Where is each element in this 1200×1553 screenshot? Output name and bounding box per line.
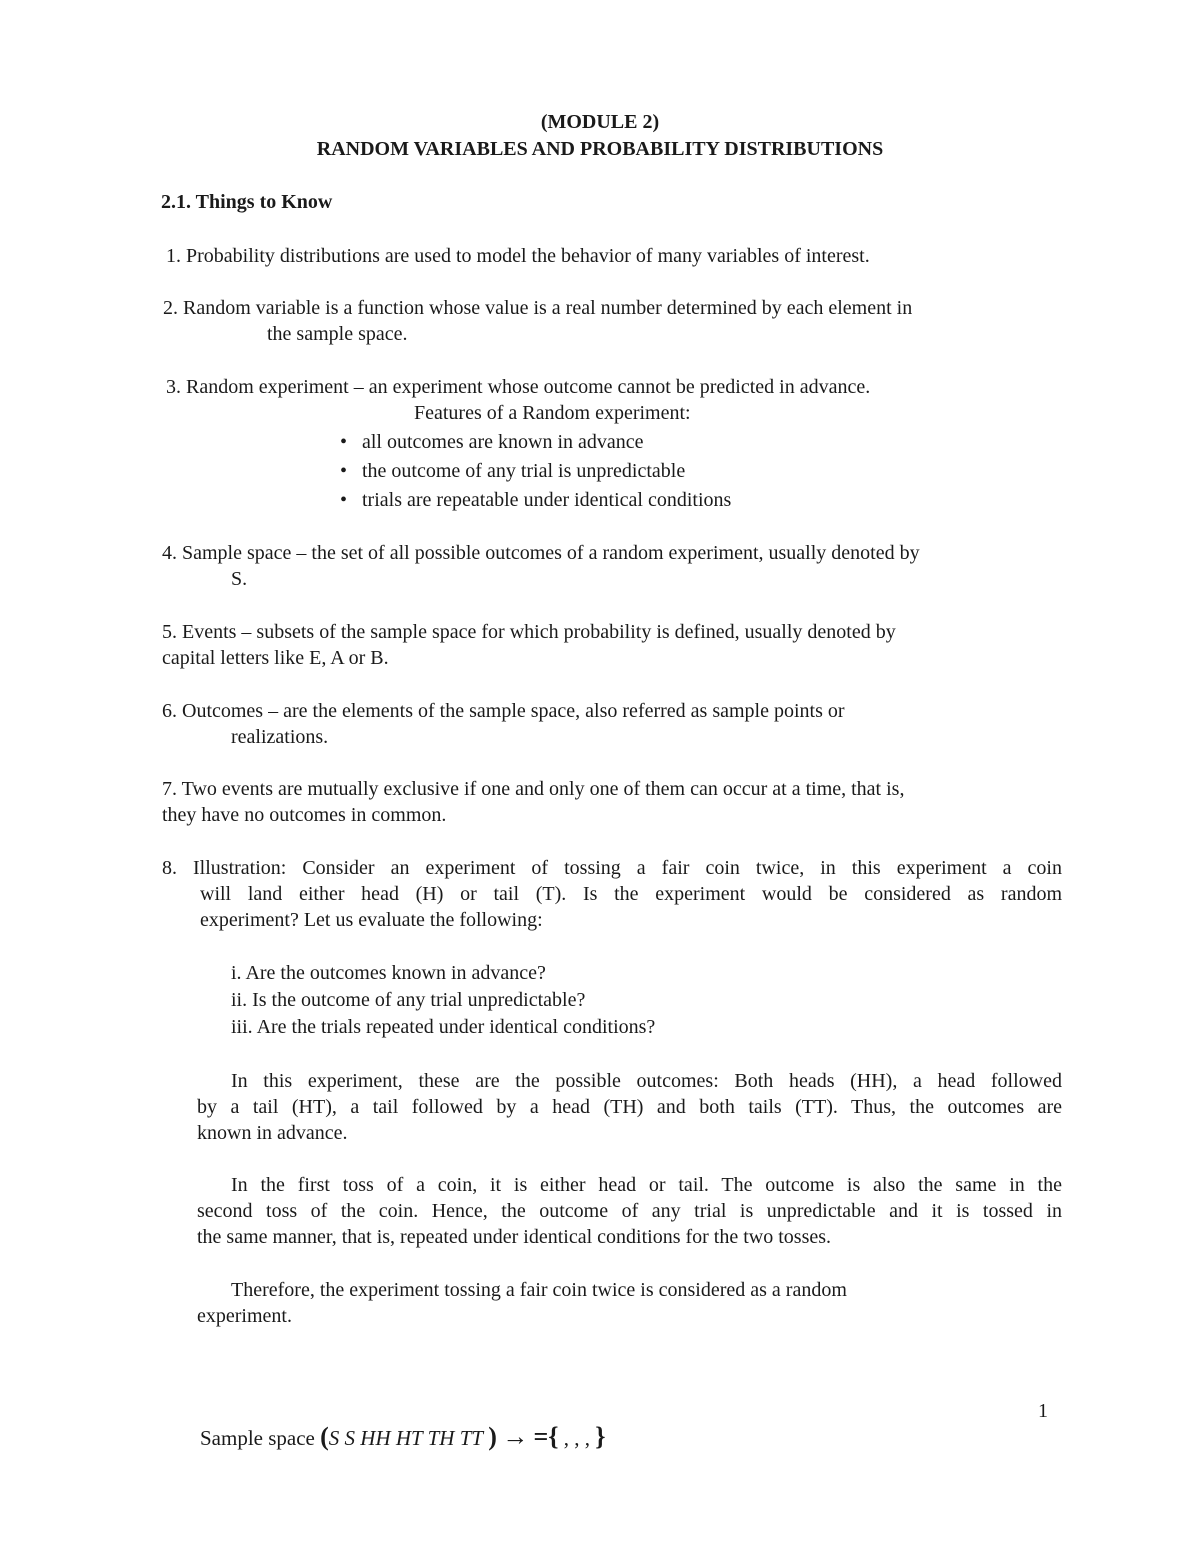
- formula-open-paren: (: [320, 1422, 329, 1451]
- section-heading: 2.1. Things to Know: [161, 191, 333, 213]
- paragraph-3-line-2: experiment.: [197, 1305, 292, 1327]
- module-label: (MODULE 2): [540, 111, 660, 133]
- item-8-line-1: 8. Illustration: Consider an experiment of tossing a fair coin twice, in this experiment a coin: [162, 857, 1062, 879]
- item-8-line-3: experiment? Let us evaluate the following:: [200, 909, 543, 931]
- item-2-line-2: the sample space.: [267, 323, 408, 345]
- paragraph-1-line-1: In this experiment, these are the possible outcomes: Both heads (HH), a head followed: [231, 1070, 1062, 1092]
- item-3: 3. Random experiment – an experiment whose outcome cannot be predicted in advance.: [166, 376, 871, 398]
- features-heading: Features of a Random experiment:: [414, 402, 691, 424]
- formula-left-brace: {: [548, 1422, 559, 1451]
- paragraph-2-line-1: In the first toss of a coin, it is either head or tail. The outcome is also the same in the: [231, 1174, 1062, 1196]
- paragraph-2-line-3: the same manner, that is, repeated under identical conditions for the two tosses.: [197, 1226, 832, 1248]
- formula-close-paren: ): [488, 1422, 497, 1451]
- feature-bullet: • all outcomes are known in advance: [340, 429, 644, 455]
- formula-variables: S S HH HT TH TT: [328, 1426, 484, 1450]
- paragraph-3-line-1: Therefore, the experiment tossing a fair coin twice is considered as a random: [231, 1279, 847, 1301]
- page-number: 1: [1038, 1400, 1048, 1422]
- sample-space-formula: [200, 1422, 606, 1453]
- feature-bullet: • the outcome of any trial is unpredictable: [340, 458, 685, 484]
- page-title: RANDOM VARIABLES AND PROBABILITY DISTRIBUTIONS: [316, 138, 884, 160]
- paragraph-2-line-2: second toss of the coin. Hence, the outcome of any trial is unpredictable and it is tossed in: [197, 1200, 1062, 1222]
- paragraph-1-line-3: known in advance.: [197, 1122, 348, 1144]
- item-5-line-2: capital letters like E, A or B.: [162, 647, 389, 669]
- question-i: i. Are the outcomes known in advance?: [231, 962, 546, 984]
- formula-commas: , , ,: [563, 1426, 591, 1450]
- question-iii: iii. Are the trials repeated under identical conditions?: [231, 1016, 656, 1038]
- question-ii: ii. Is the outcome of any trial unpredictable?: [231, 989, 586, 1011]
- item-6-line-1: 6. Outcomes – are the elements of the sample space, also referred as sample points or: [162, 700, 845, 722]
- item-1: 1. Probability distributions are used to model the behavior of many variables of interest.: [166, 245, 870, 267]
- item-7-line-1: 7. Two events are mutually exclusive if one and only one of them can occur at a time, that is,: [162, 778, 905, 800]
- feature-bullet: • trials are repeatable under identical conditions: [340, 487, 731, 513]
- item-2-line-1: 2. Random variable is a function whose value is a real number determined by each element in: [163, 297, 913, 319]
- formula-right-brace: }: [595, 1422, 606, 1451]
- item-7-line-2: they have no outcomes in common.: [162, 804, 447, 826]
- item-8-line-2: will land either head (H) or tail (T). Is the experiment would be considered as random: [200, 883, 1062, 905]
- formula-arrow: →: [502, 1422, 529, 1451]
- formula-equals: =: [533, 1422, 549, 1451]
- item-4-line-2: S.: [231, 568, 248, 590]
- item-4-line-1: 4. Sample space – the set of all possible outcomes of a random experiment, usually denoted by: [162, 542, 920, 564]
- item-5-line-1: 5. Events – subsets of the sample space for which probability is defined, usually denoted by: [162, 621, 896, 643]
- item-6-line-2: realizations.: [231, 726, 329, 748]
- formula-label: Sample space: [200, 1426, 315, 1450]
- paragraph-1-line-2: by a tail (HT), a tail followed by a head (TH) and both tails (TT). Thus, the outcomes are: [197, 1096, 1062, 1118]
